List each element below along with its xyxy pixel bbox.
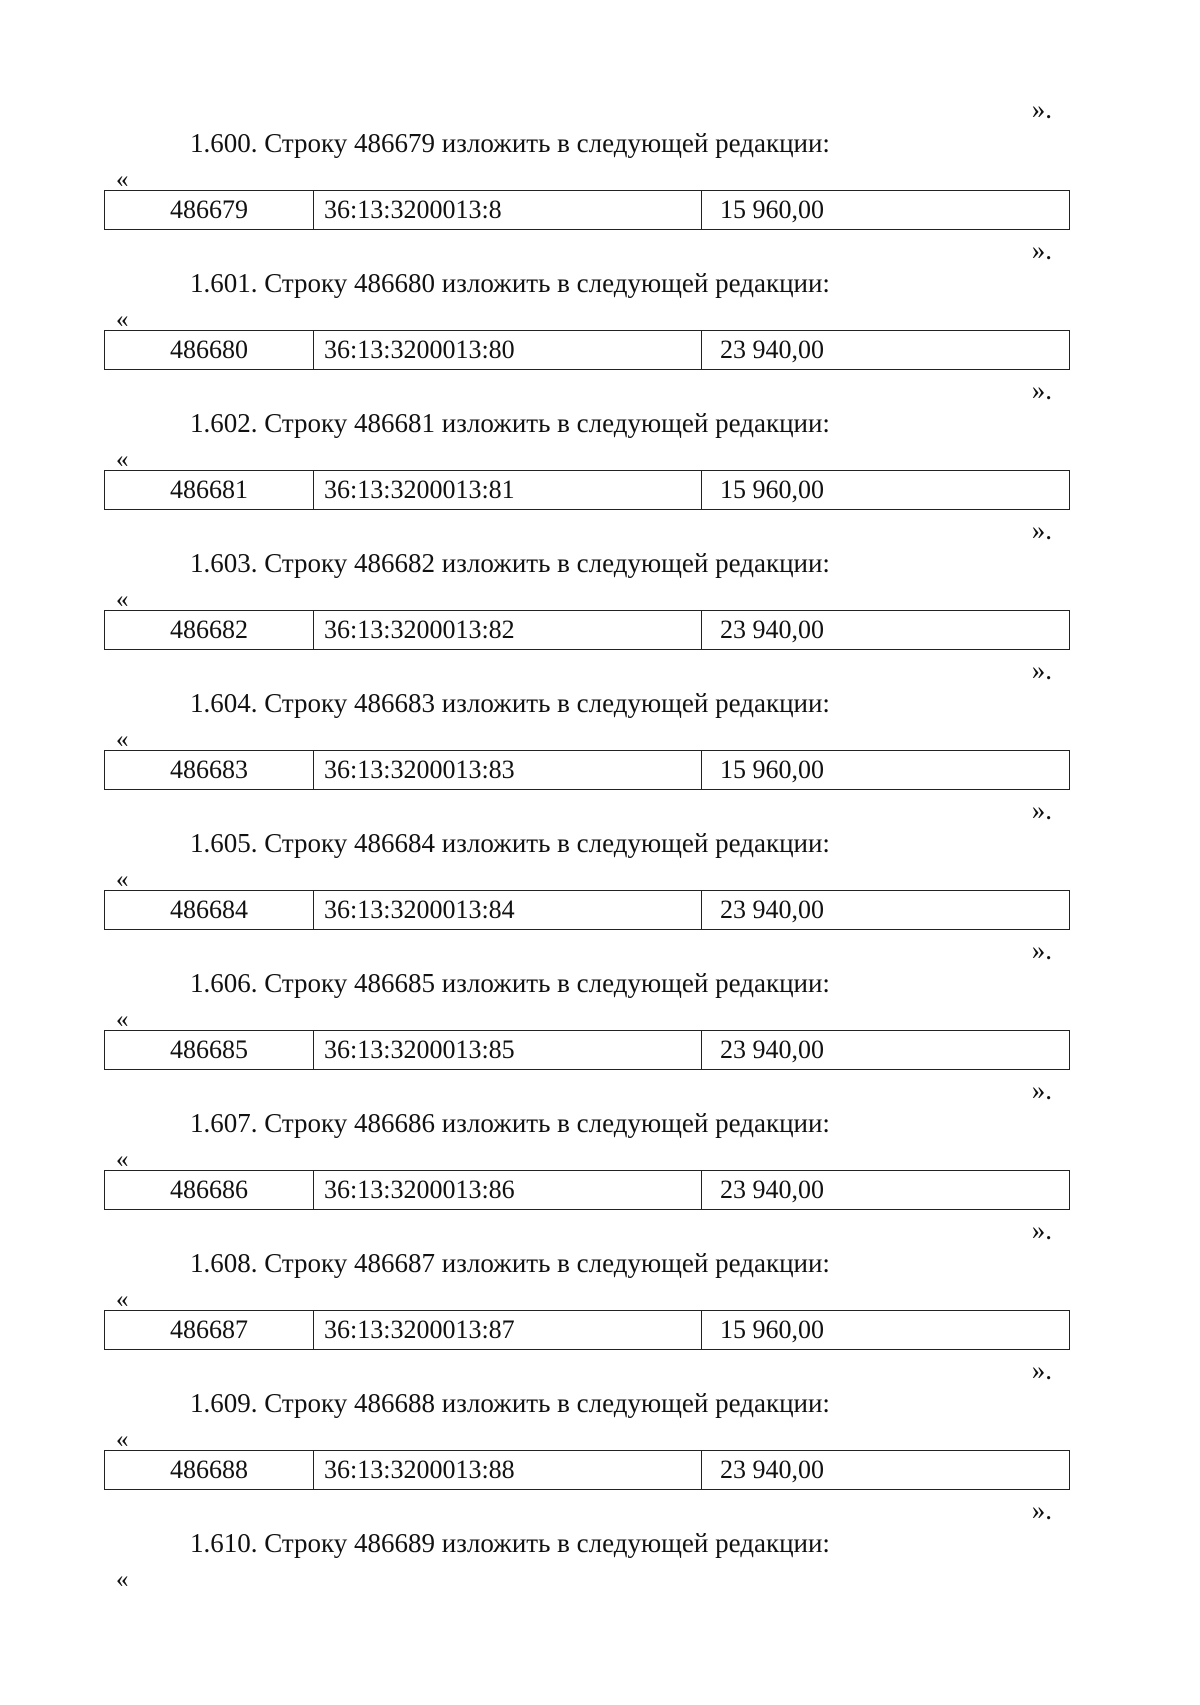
value-cell: 23 940,00	[720, 895, 824, 924]
closing-quote: ».	[1031, 94, 1052, 124]
closing-quote: ».	[1031, 1075, 1052, 1105]
closing-quote: ».	[1031, 1215, 1052, 1245]
closing-quote: ».	[1031, 235, 1052, 265]
cadastral-number-cell: 36:13:3200013:85	[314, 1031, 702, 1069]
closing-quote: ».	[1031, 795, 1052, 825]
closing-quote: ».	[1031, 515, 1052, 545]
opening-quote: «	[116, 866, 129, 893]
row-number-cell: 486683	[105, 751, 314, 789]
amendment-heading: 1.606. Строку 486685 изложить в следующей редакции:	[190, 968, 830, 998]
closing-quote: ».	[1031, 375, 1052, 405]
closing-quote: ».	[1031, 1495, 1052, 1525]
value-cell: 23 940,00	[720, 1175, 824, 1204]
table-row	[104, 1310, 1070, 1350]
row-number-cell: 486681	[105, 471, 314, 509]
cadastral-number-cell: 36:13:3200013:84	[314, 891, 702, 929]
table-row	[104, 750, 1070, 790]
amendment-heading: 1.601. Строку 486680 изложить в следующей редакции:	[190, 268, 830, 298]
cadastral-number-cell: 36:13:3200013:87	[314, 1311, 702, 1349]
row-number-cell: 486680	[105, 331, 314, 369]
row-number-cell: 486688	[105, 1451, 314, 1489]
row-number-cell: 486687	[105, 1311, 314, 1349]
cadastral-number-cell: 36:13:3200013:83	[314, 751, 702, 789]
cadastral-number-cell: 36:13:3200013:82	[314, 611, 702, 649]
amendment-heading: 1.607. Строку 486686 изложить в следующей редакции:	[190, 1108, 830, 1138]
opening-quote: «	[116, 306, 129, 333]
opening-quote: «	[116, 1426, 129, 1453]
row-number-cell: 486682	[105, 611, 314, 649]
table-row	[104, 610, 1070, 650]
amendment-heading: 1.604. Строку 486683 изложить в следующей редакции:	[190, 688, 830, 718]
opening-quote: «	[116, 166, 129, 193]
amendment-heading: 1.603. Строку 486682 изложить в следующей редакции:	[190, 548, 830, 578]
opening-quote: «	[116, 726, 129, 753]
cadastral-number-cell: 36:13:3200013:80	[314, 331, 702, 369]
table-row	[104, 890, 1070, 930]
value-cell: 15 960,00	[720, 755, 824, 784]
opening-quote: «	[116, 1146, 129, 1173]
value-cell: 23 940,00	[720, 1035, 824, 1064]
value-cell: 15 960,00	[720, 1315, 824, 1344]
table-row	[104, 1170, 1070, 1210]
table-row	[104, 470, 1070, 510]
amendment-heading: 1.600. Строку 486679 изложить в следующей редакции:	[190, 128, 830, 158]
value-cell: 15 960,00	[720, 475, 824, 504]
value-cell: 23 940,00	[720, 335, 824, 364]
row-number-cell: 486686	[105, 1171, 314, 1209]
opening-quote: «	[116, 586, 129, 613]
cadastral-number-cell: 36:13:3200013:8	[314, 191, 702, 229]
cadastral-number-cell: 36:13:3200013:88	[314, 1451, 702, 1489]
amendment-heading: 1.609. Строку 486688 изложить в следующей редакции:	[190, 1388, 830, 1418]
cadastral-number-cell: 36:13:3200013:81	[314, 471, 702, 509]
row-number-cell: 486685	[105, 1031, 314, 1069]
table-row	[104, 1030, 1070, 1070]
amendment-heading: 1.608. Строку 486687 изложить в следующей редакции:	[190, 1248, 830, 1278]
amendment-heading: 1.610. Строку 486689 изложить в следующей редакции:	[190, 1528, 830, 1558]
row-number-cell: 486684	[105, 891, 314, 929]
opening-quote: «	[116, 1566, 129, 1593]
opening-quote: «	[116, 1286, 129, 1313]
table-row	[104, 330, 1070, 370]
amendment-heading: 1.605. Строку 486684 изложить в следующей редакции:	[190, 828, 830, 858]
opening-quote: «	[116, 446, 129, 473]
row-number-cell: 486679	[105, 191, 314, 229]
table-row	[104, 1450, 1070, 1490]
closing-quote: ».	[1031, 655, 1052, 685]
value-cell: 23 940,00	[720, 615, 824, 644]
value-cell: 23 940,00	[720, 1455, 824, 1484]
table-row	[104, 190, 1070, 230]
value-cell: 15 960,00	[720, 195, 824, 224]
opening-quote: «	[116, 1006, 129, 1033]
amendment-heading: 1.602. Строку 486681 изложить в следующей редакции:	[190, 408, 830, 438]
closing-quote: ».	[1031, 935, 1052, 965]
closing-quote: ».	[1031, 1355, 1052, 1385]
cadastral-number-cell: 36:13:3200013:86	[314, 1171, 702, 1209]
